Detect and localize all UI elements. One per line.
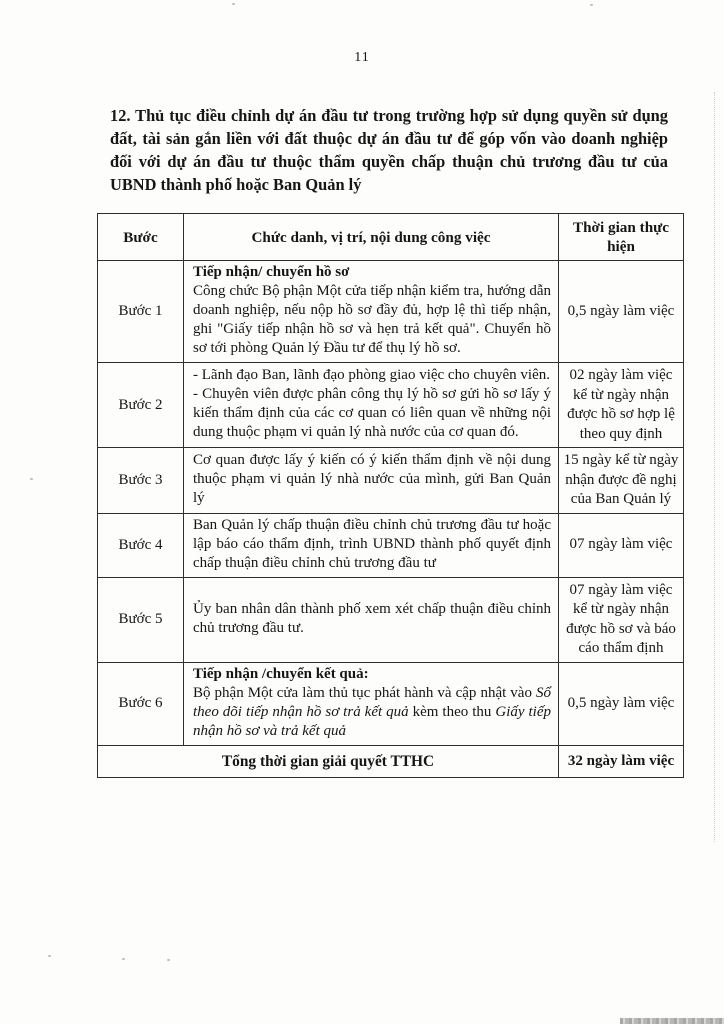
table-row [98, 513, 684, 577]
procedure-table [97, 213, 684, 778]
content-cell [184, 363, 559, 448]
col-header-step: Bước [98, 214, 184, 261]
col-header-time: Thời gian thực hiện [559, 214, 684, 261]
step-description: Công chức Bộ phận Một cửa tiếp nhận kiểm tra, hướng dẫn doanh nghiệp, nếu nộp hồ sơ đầy đủ, hợp lệ thì tiếp nhận, ghi "Giấy tiếp nhận hồ sơ và hẹn trả kết quả". Chuyển hồ sơ tới phòng Quản lý Đầu tư để thụ lý hồ sơ. [193, 283, 551, 356]
time-cell: 15 ngày kể từ ngày nhận được đề nghị của Ban Quản lý [559, 448, 684, 514]
content-cell [184, 261, 559, 363]
step-cell: Bước 4 [98, 513, 184, 577]
scan-artifact-edge-line [714, 92, 715, 842]
content-cell [184, 662, 559, 745]
time-cell: 0,5 ngày làm việc [559, 662, 684, 745]
procedure-table-head [98, 214, 684, 261]
time-cell: 07 ngày làm việc [559, 513, 684, 577]
table-row [98, 363, 684, 448]
time-cell: 0,5 ngày làm việc [559, 261, 684, 363]
step-cell: Bước 5 [98, 577, 184, 662]
step-cell: Bước 2 [98, 363, 184, 448]
scan-artifact-speck [30, 478, 33, 480]
step-cell: Bước 3 [98, 448, 184, 514]
procedure-heading: 12. Thủ tục điều chỉnh dự án đầu tư trong trường hợp sử dụng quyền sử dụng đất, tài sản gắn liền với đất thuộc dự án đầu tư để góp vốn vào doanh nghiệp đối với dự án đầu tư thuộc thẩm quyền chấp thuận chủ trương đầu tư của UBND thành phố hoặc Ban Quản lý [110, 106, 668, 194]
scan-artifact-smudge [620, 1018, 724, 1024]
step-title: Tiếp nhận /chuyển kết quả: [193, 665, 369, 682]
table-row [98, 261, 684, 363]
content-cell [184, 577, 559, 662]
total-label: Tổng thời gian giải quyết TTHC [98, 745, 559, 777]
time-cell: 07 ngày làm việc kể từ ngày nhận được hồ sơ và báo cáo thẩm định [559, 577, 684, 662]
page-number: 11 [354, 50, 370, 65]
step-title: Tiếp nhận/ chuyển hồ sơ [193, 264, 350, 280]
table-row [98, 577, 684, 662]
table-row [98, 662, 684, 745]
step-description: Cơ quan được lấy ý kiến có ý kiến thẩm định về nội dung thuộc phạm vi quản lý nhà nước của mình, gửi Ban Quản lý [193, 451, 551, 506]
step-cell: Bước 1 [98, 261, 184, 363]
total-row [98, 745, 684, 777]
scan-artifact-speck [232, 3, 235, 5]
scan-artifact-speck [48, 955, 51, 957]
step-description: Ủy ban nhân dân thành phố xem xét chấp thuận điều chỉnh chủ trương đầu tư. [193, 600, 551, 636]
col-header-content: Chức danh, vị trí, nội dung công việc [184, 214, 559, 261]
content-cell [184, 513, 559, 577]
total-time: 32 ngày làm việc [559, 745, 684, 777]
step-description: Ban Quản lý chấp thuận điều chỉnh chủ trương đầu tư hoặc lập báo cáo thẩm định, trình UBND thành phố quyết định chấp thuận điều chỉnh chủ trương đầu tư [193, 516, 551, 571]
procedure-table-foot [98, 745, 684, 777]
step-cell: Bước 6 [98, 662, 184, 745]
content-cell [184, 448, 559, 514]
scan-artifact-speck [590, 4, 593, 6]
step-description: Bộ phận Một cửa làm thủ tục phát hành và cập nhật vào Sổ theo dõi tiếp nhận hồ sơ trả kết quả kèm theo thu Giấy tiếp nhận hồ sơ và trả kết quả [193, 684, 551, 739]
scan-artifact-speck [122, 958, 125, 960]
time-cell: 02 ngày làm việc kể từ ngày nhận được hồ sơ hợp lệ theo quy định [559, 363, 684, 448]
step-description: - Chuyên viên được phân công thụ lý hồ sơ gửi hồ sơ lấy ý kiến thẩm định của các cơ quan có liên quan về những nội dung thuộc phạm vi quản lý nhà nước của cơ quan đó. [193, 386, 551, 440]
scan-artifact-speck [167, 959, 170, 961]
table-row [98, 448, 684, 514]
header-row [98, 214, 684, 261]
procedure-table-body [98, 261, 684, 746]
step-description: - Lãnh đạo Ban, lãnh đạo phòng giao việc cho chuyên viên. [193, 367, 550, 383]
